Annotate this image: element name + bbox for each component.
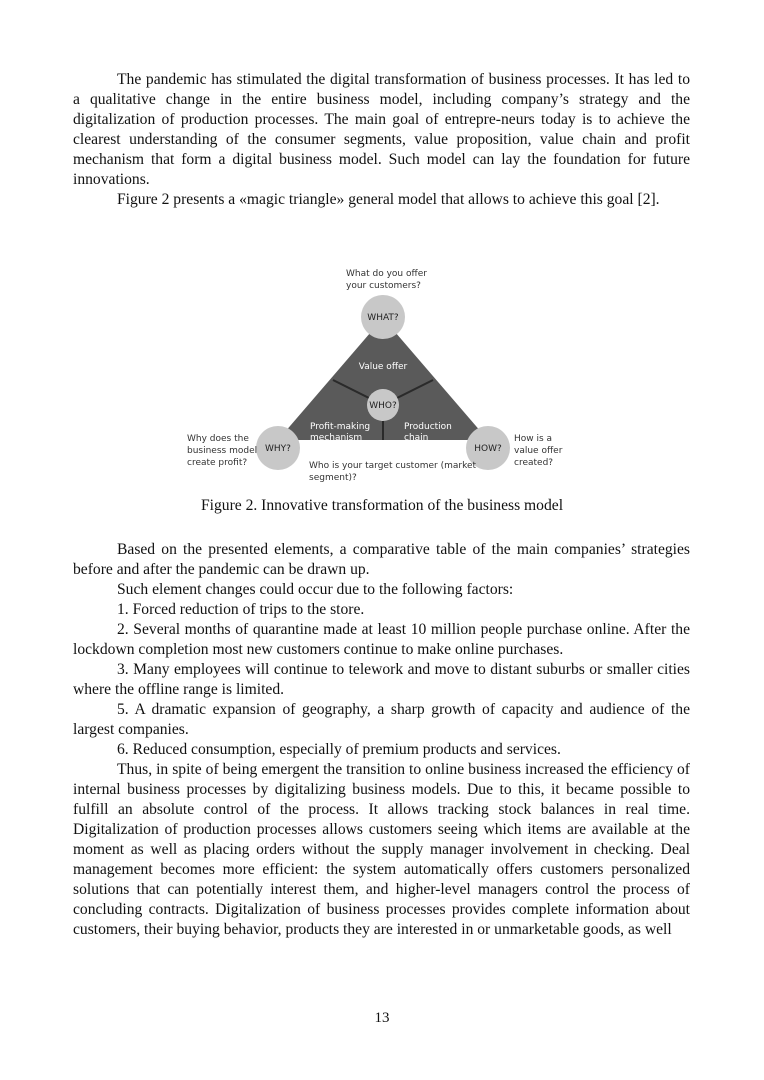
page-number: 13 — [374, 1010, 390, 1026]
paragraph: Such element changes could occur due to the following factors: — [117, 581, 514, 598]
profit-label-line2: mechanism — [310, 433, 363, 443]
production-label-line2: chain — [404, 433, 429, 443]
paragraph: Based on the presented elements, a comparative table of the main companies’ strategies before and after the pandemic can be drawn up. — [73, 541, 690, 578]
magic-triangle-figure — [183, 262, 573, 492]
what-label: WHAT? — [367, 313, 399, 323]
list-item: 5. A dramatic expansion of geography, a sharp growth of capacity and audience of the largest companies. — [73, 701, 690, 738]
profit-label-line1: Profit-making — [310, 422, 371, 432]
who-question-line1: Who is your target customer (market — [309, 461, 477, 471]
figure-caption: Figure 2. Innovative transformation of the business model — [200, 497, 564, 514]
magic-triangle-diagram — [183, 262, 573, 492]
why-question-line2: business model — [187, 446, 258, 456]
list-item: 1. Forced reduction of trips to the store. — [117, 601, 365, 618]
why-question-line3: create profit? — [187, 458, 248, 468]
production-label-line1: Production — [404, 422, 452, 432]
body-text-bottom — [73, 540, 690, 940]
paragraph: Figure 2 presents a «magic triangle» general model that allows to achieve this goal [2]. — [117, 191, 660, 208]
why-question-line1: Why does the — [187, 434, 249, 444]
list-item: 2. Several months of quarantine made at least 10 million people purchase online. After the lockdown completion most new customers continue to make online purchases. — [73, 621, 690, 658]
how-question-line2: value offer — [514, 446, 563, 456]
who-question-line2: segment)? — [309, 473, 357, 483]
list-item: 3. Many employees will continue to telework and move to distant suburbs or smaller cities where the offline range is limited. — [73, 661, 690, 698]
how-label: HOW? — [474, 444, 502, 454]
body-text-top — [73, 70, 690, 210]
how-question-line1: How is a — [514, 434, 553, 444]
paragraph: Thus, in spite of being emergent the transition to online business increased the efficiency of internal business processes by digitalizing business models. Due to this, it became possible to fulfill an absolute control of the process. It allows tracking stock balances in real time. Digitalization of production processes allows customers seeing which items are available at the moment as well as placing orders without the supply manager involvement in checking. Deal management becomes more efficient: the system automatically offers customers personalized solutions that can potentially interest them, and higher-level managers control the process of concluding contracts. Digitalization of business processes provides complete information about customers, their buying behavior, products they are interested in or unmarketable goods, as well — [73, 761, 690, 938]
paragraph: The pandemic has stimulated the digital transformation of business processes. It has led to a qualitative change in the entire business model, including company’s strategy and the digitalization of production processes. The main goal of entrepre-neurs today is to achieve the clearest understanding of the consumer segments, value proposition, value chain and profit mechanism that form a digital business model. Such model can lay the foundation for future innovations. — [73, 71, 690, 188]
value-offer-label: Value offer — [358, 362, 408, 372]
why-label: WHY? — [265, 444, 291, 454]
what-question-line2: your customers? — [346, 281, 421, 291]
who-label: WHO? — [369, 401, 397, 411]
what-question-line1: What do you offer — [346, 269, 427, 279]
how-question-line3: created? — [514, 458, 554, 468]
list-item: 6. Reduced consumption, especially of premium products and services. — [117, 741, 561, 758]
